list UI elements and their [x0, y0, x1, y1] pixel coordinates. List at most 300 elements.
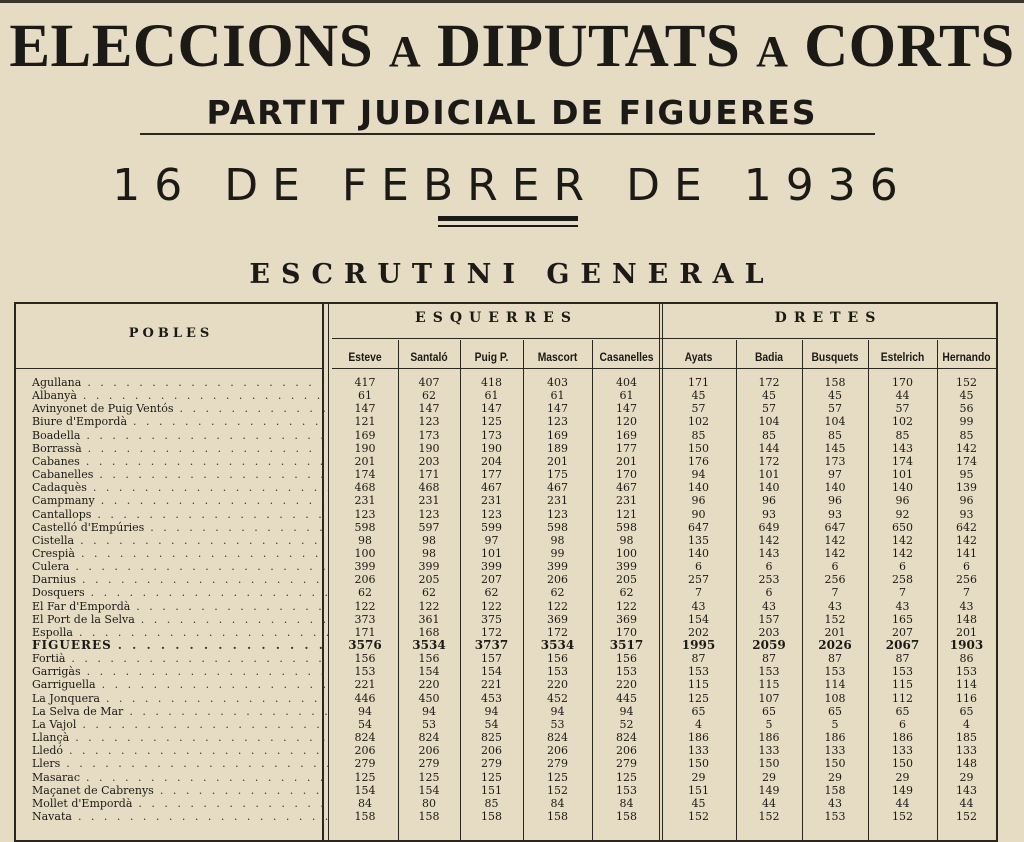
vote-count: 206 [418, 744, 440, 758]
vote-count: 190 [354, 441, 376, 455]
vote-count: 84 [550, 796, 565, 810]
town-name: Cabanelles . . . [32, 468, 328, 481]
vote-count: 98 [422, 546, 436, 560]
vote-count: 85 [484, 796, 499, 810]
table-row [16, 508, 1000, 521]
table-row [16, 600, 1000, 613]
vote-count: 99 [550, 546, 565, 560]
vote-count: 29 [762, 770, 776, 784]
vote-count: 62 [550, 586, 565, 600]
vote-count: 177 [481, 468, 502, 482]
vote-count: 189 [547, 441, 568, 455]
vote-count: 125 [354, 770, 376, 784]
table-row [16, 626, 1000, 639]
vote-count: 122 [616, 599, 637, 613]
town-name: Cadaquès . . . [32, 481, 328, 494]
town-name: Dosquers . . . [32, 586, 328, 599]
vote-count: 4 [963, 717, 970, 731]
vote-count: 108 [824, 691, 846, 705]
vote-count: 43 [762, 599, 776, 613]
vote-count: 152 [824, 612, 846, 626]
vote-count: 80 [422, 796, 436, 810]
vote-count: 399 [481, 560, 502, 574]
vote-count: 45 [828, 389, 842, 403]
vote-count: 85 [762, 428, 776, 442]
vote-count: 153 [616, 783, 637, 797]
vote-count: 467 [547, 481, 568, 495]
vote-count: 1995 [681, 638, 716, 652]
vote-count: 140 [758, 481, 780, 495]
town-name: Masarac . . . [32, 771, 328, 784]
vote-count: 65 [959, 704, 974, 718]
vote-count: 177 [616, 441, 637, 455]
vote-count: 597 [418, 520, 440, 534]
table-row [16, 442, 1000, 455]
town-name: La Vajol . . . [32, 718, 328, 731]
vote-count: 450 [418, 691, 440, 705]
vote-count: 2059 [752, 638, 786, 652]
vote-count: 369 [616, 612, 637, 626]
candidate-header: Badia [754, 350, 784, 364]
vote-count: 148 [956, 757, 977, 771]
vote-count: 122 [418, 599, 440, 613]
vote-count: 7 [831, 586, 839, 600]
vote-count: 7 [963, 586, 970, 600]
vote-count: 87 [691, 652, 706, 666]
vote-count: 399 [547, 560, 568, 574]
vote-count: 133 [956, 744, 977, 758]
vote-count: 154 [354, 783, 376, 797]
vote-count: 143 [892, 441, 913, 455]
vote-count: 468 [354, 481, 376, 495]
pobles-header: POBLES [128, 326, 214, 341]
vote-count: 140 [824, 481, 846, 495]
table-row [16, 613, 1000, 626]
vote-count: 154 [418, 783, 440, 797]
vote-count: 190 [418, 441, 440, 455]
vote-count: 279 [616, 757, 637, 771]
vote-count: 824 [616, 731, 637, 745]
table-row [16, 639, 1000, 652]
vote-count: 44 [959, 796, 974, 810]
table-row [16, 586, 1000, 599]
vote-count: 84 [619, 796, 634, 810]
vote-count: 97 [484, 533, 499, 547]
vote-count: 649 [758, 520, 780, 534]
vote-count: 172 [758, 376, 780, 389]
vote-count: 825 [481, 731, 502, 745]
vote-count: 156 [616, 652, 637, 666]
town-name: Cantallops . . . [32, 508, 328, 521]
vote-count: 231 [418, 494, 440, 508]
town-name: Borrassà . . . [32, 442, 328, 455]
vote-count: 57 [762, 402, 776, 416]
vote-count: 206 [481, 744, 502, 758]
vote-count: 107 [758, 691, 780, 705]
vote-count: 158 [616, 809, 637, 823]
vote-count: 62 [422, 389, 436, 403]
vote-count: 84 [358, 796, 372, 810]
vote-count: 52 [619, 717, 634, 731]
vote-count: 125 [688, 691, 709, 705]
vote-count: 7 [899, 586, 906, 600]
top-rule [0, 0, 1024, 3]
vote-count: 1903 [949, 638, 984, 652]
vote-count: 153 [547, 665, 568, 679]
table-row [16, 455, 1000, 468]
vote-count: 154 [418, 665, 440, 679]
vote-count: 53 [550, 717, 565, 731]
vote-count: 65 [895, 704, 910, 718]
vote-count: 96 [691, 494, 706, 508]
vote-count: 92 [895, 507, 910, 521]
vote-count: 147 [616, 402, 637, 416]
town-name: Castelló d'Empúries . . . [32, 521, 328, 534]
vote-count: 279 [354, 757, 376, 771]
vote-count: 142 [892, 533, 913, 547]
vote-count: 256 [956, 573, 977, 587]
vote-count: 140 [688, 546, 709, 560]
vote-count: 174 [354, 468, 376, 482]
vote-count: 94 [691, 468, 706, 482]
vote-count: 125 [481, 415, 502, 429]
vote-count: 102 [892, 415, 913, 429]
table-row [16, 415, 1000, 428]
group-header-dretes: DRETES [774, 310, 883, 326]
vote-count: 43 [959, 599, 974, 613]
vote-count: 123 [354, 507, 376, 521]
vote-count: 44 [895, 796, 910, 810]
table-row [16, 810, 1000, 823]
vote-count: 142 [956, 441, 977, 455]
vote-count: 170 [616, 625, 637, 639]
vote-count: 62 [484, 586, 499, 600]
vote-count: 65 [828, 704, 842, 718]
vote-count: 153 [354, 665, 376, 679]
vote-count: 29 [828, 770, 842, 784]
vote-count: 125 [547, 770, 568, 784]
vote-count: 4 [695, 717, 702, 731]
vote-count: 116 [956, 691, 977, 705]
vote-count: 57 [895, 402, 910, 416]
vote-count: 824 [547, 731, 568, 745]
vote-count: 85 [691, 428, 706, 442]
candidate-header: Santaló [410, 350, 448, 364]
vote-count: 375 [481, 612, 502, 626]
vote-count: 3517 [609, 638, 644, 652]
vote-count: 54 [358, 717, 372, 731]
table-row [16, 692, 1000, 705]
vote-count: 642 [956, 520, 977, 534]
vote-count: 98 [358, 533, 372, 547]
table-row [16, 481, 1000, 494]
town-name: Garriguella . . . [32, 678, 328, 691]
vote-count: 43 [691, 599, 706, 613]
vote-count: 150 [688, 441, 709, 455]
vote-count: 231 [616, 494, 637, 508]
vote-count: 152 [892, 809, 913, 823]
vote-count: 185 [956, 731, 977, 745]
vote-count: 115 [758, 678, 780, 692]
vote-count: 6 [963, 560, 970, 574]
vote-count: 123 [547, 507, 568, 521]
vote-count: 114 [824, 678, 846, 692]
vote-count: 97 [828, 468, 842, 482]
vote-count: 399 [418, 560, 440, 574]
vote-count: 85 [895, 428, 910, 442]
vote-count: 6 [899, 717, 906, 731]
vote-count: 100 [354, 546, 376, 560]
vote-count: 123 [418, 415, 440, 429]
vote-count: 158 [824, 783, 846, 797]
vote-count: 65 [762, 704, 776, 718]
vote-count: 169 [547, 428, 568, 442]
vote-count: 174 [956, 454, 977, 468]
vote-count: 44 [762, 796, 776, 810]
vote-count: 6 [695, 560, 702, 574]
vote-count: 203 [758, 625, 780, 639]
vote-count: 61 [619, 389, 634, 403]
vote-count: 165 [892, 612, 913, 626]
town-name: Albanyà . . . [32, 389, 328, 402]
vote-count: 87 [828, 652, 842, 666]
vote-count: 279 [418, 757, 440, 771]
table-row [16, 560, 1000, 573]
vote-count: 122 [481, 599, 502, 613]
vote-count: 93 [762, 507, 776, 521]
vote-count: 135 [688, 533, 709, 547]
vote-count: 62 [358, 586, 372, 600]
vote-count: 115 [688, 678, 709, 692]
vote-count: 171 [354, 625, 376, 639]
vote-count: 172 [547, 625, 568, 639]
vote-count: 152 [547, 783, 568, 797]
vote-count: 207 [892, 625, 913, 639]
town-name: Cistella . . . [32, 534, 328, 547]
table-row [16, 665, 1000, 678]
vote-count: 6 [899, 560, 906, 574]
vote-count: 156 [354, 652, 376, 666]
vote-count: 153 [892, 665, 913, 679]
vote-count: 152 [688, 809, 709, 823]
vote-count: 5 [765, 717, 773, 731]
vote-count: 152 [956, 376, 977, 389]
vote-count: 650 [892, 520, 913, 534]
vote-count: 467 [481, 481, 502, 495]
vote-count: 824 [418, 731, 440, 745]
vote-count: 152 [956, 809, 977, 823]
vote-count: 186 [688, 731, 709, 745]
vote-count: 172 [481, 625, 502, 639]
vote-count: 206 [354, 573, 376, 587]
vote-count: 446 [354, 691, 376, 705]
vote-count: 201 [956, 625, 977, 639]
vote-count: 143 [758, 546, 780, 560]
vote-count: 5 [831, 717, 839, 731]
vote-count: 452 [547, 691, 568, 705]
vote-count: 125 [481, 770, 502, 784]
vote-count: 133 [824, 744, 846, 758]
table-row [16, 389, 1000, 402]
vote-count: 62 [422, 586, 436, 600]
vote-count: 61 [550, 389, 565, 403]
vote-count: 62 [619, 586, 634, 600]
candidate-header: Esteve [348, 350, 382, 364]
table-row [16, 429, 1000, 442]
vote-count: 53 [422, 717, 436, 731]
vote-count: 206 [354, 744, 376, 758]
town-name: Garrigàs . . . [32, 665, 328, 678]
vote-count: 94 [358, 704, 372, 718]
vote-count: 43 [895, 599, 910, 613]
vote-count: 94 [422, 704, 436, 718]
vote-count: 171 [688, 376, 709, 389]
candidate-header: Ayats [684, 350, 713, 364]
vote-count: 133 [688, 744, 709, 758]
decorative-rule-thick [438, 216, 578, 221]
vote-count: 158 [481, 809, 502, 823]
town-name: Cabanes . . . [32, 455, 328, 468]
vote-count: 114 [956, 678, 977, 692]
vote-count: 153 [758, 665, 780, 679]
vote-count: 168 [418, 625, 440, 639]
vote-count: 417 [354, 376, 376, 389]
vote-count: 231 [354, 494, 376, 508]
vote-count: 147 [481, 402, 502, 416]
table-row [16, 494, 1000, 507]
vote-count: 149 [758, 783, 780, 797]
vote-count: 120 [616, 415, 637, 429]
vote-count: 373 [354, 612, 376, 626]
vote-count: 6 [831, 560, 839, 574]
vote-count: 153 [824, 665, 846, 679]
vote-count: 186 [892, 731, 913, 745]
table-row [16, 521, 1000, 534]
vote-count: 125 [418, 770, 440, 784]
vote-count: 207 [481, 573, 502, 587]
town-name: Fortià . . . [32, 652, 328, 665]
vote-count: 121 [616, 507, 637, 521]
vote-count: 144 [758, 441, 780, 455]
table-row [16, 534, 1000, 547]
table-row [16, 784, 1000, 797]
vote-count: 99 [959, 415, 974, 429]
vote-count: 142 [824, 546, 846, 560]
candidate-header: Hernando [942, 350, 991, 364]
vote-count: 101 [481, 546, 502, 560]
vote-count: 143 [956, 783, 977, 797]
results-table [14, 302, 998, 842]
vote-count: 403 [547, 376, 568, 389]
vote-count: 121 [354, 415, 376, 429]
vote-count: 147 [547, 402, 568, 416]
vote-count: 6 [765, 560, 773, 574]
vote-count: 101 [892, 468, 913, 482]
vote-count: 3737 [474, 638, 509, 652]
vote-count: 139 [956, 481, 977, 495]
vote-count: 122 [354, 599, 376, 613]
section-title: ESCRUTINI GENERAL [249, 259, 775, 290]
vote-count: 153 [956, 665, 977, 679]
vote-count: 158 [418, 809, 440, 823]
vote-count: 169 [354, 428, 376, 442]
vote-count: 169 [616, 428, 637, 442]
vote-count: 94 [550, 704, 565, 718]
vote-count: 94 [484, 704, 499, 718]
vote-count: 61 [484, 389, 499, 403]
vote-count: 173 [418, 428, 440, 442]
town-name: Llers . . . [32, 757, 328, 770]
vote-count: 150 [758, 757, 780, 771]
vote-count: 279 [481, 757, 502, 771]
table-row [16, 573, 1000, 586]
vote-count: 279 [547, 757, 568, 771]
vote-count: 149 [892, 783, 913, 797]
vote-count: 824 [354, 731, 376, 745]
vote-count: 176 [688, 454, 709, 468]
vote-count: 206 [547, 573, 568, 587]
vote-count: 3534 [412, 638, 446, 652]
vote-count: 93 [828, 507, 842, 521]
vote-count: 445 [616, 691, 637, 705]
vote-count: 190 [481, 441, 502, 455]
vote-count: 150 [688, 757, 709, 771]
vote-count: 90 [691, 507, 706, 521]
vote-count: 29 [959, 770, 974, 784]
town-name: Lledó . . . [32, 744, 328, 757]
candidate-header: Estelrich [880, 350, 925, 364]
vote-count: 140 [688, 481, 709, 495]
vote-count: 170 [616, 468, 637, 482]
vote-count: 122 [547, 599, 568, 613]
vote-count: 173 [824, 454, 846, 468]
vote-count: 96 [895, 494, 910, 508]
vote-count: 598 [354, 520, 376, 534]
town-name: El Far d'Empordà . . . [32, 600, 328, 613]
vote-count: 153 [616, 665, 637, 679]
town-name: Maçanet de Cabrenys . . . [32, 784, 328, 797]
vote-count: 453 [481, 691, 502, 705]
vote-count: 186 [758, 731, 780, 745]
vote-count: 102 [688, 415, 709, 429]
vote-count: 201 [547, 454, 568, 468]
vote-count: 29 [895, 770, 910, 784]
subtitle: PARTIT JUDICIAL DE FIGUERES [206, 93, 818, 132]
table-row [16, 797, 1000, 810]
election-date: 16 DE FEBRER DE 1936 [112, 160, 912, 211]
town-name: Culera . . . [32, 560, 328, 573]
vote-count: 87 [895, 652, 910, 666]
table-row [16, 376, 1000, 389]
vote-count: 43 [828, 599, 842, 613]
vote-count: 201 [824, 625, 846, 639]
vote-count: 85 [959, 428, 974, 442]
vote-count: 175 [547, 468, 568, 482]
vote-count: 171 [418, 468, 440, 482]
row-divider [332, 368, 996, 369]
vote-count: 151 [688, 783, 709, 797]
table-row [16, 705, 1000, 718]
vote-count: 154 [688, 612, 709, 626]
table-row [16, 744, 1000, 757]
vote-count: 65 [691, 704, 706, 718]
town-name: Darnius . . . [32, 573, 328, 586]
vote-count: 141 [956, 546, 977, 560]
vote-count: 220 [616, 678, 637, 692]
vote-count: 45 [691, 796, 706, 810]
vote-count: 101 [758, 468, 780, 482]
vote-count: 468 [418, 481, 440, 495]
